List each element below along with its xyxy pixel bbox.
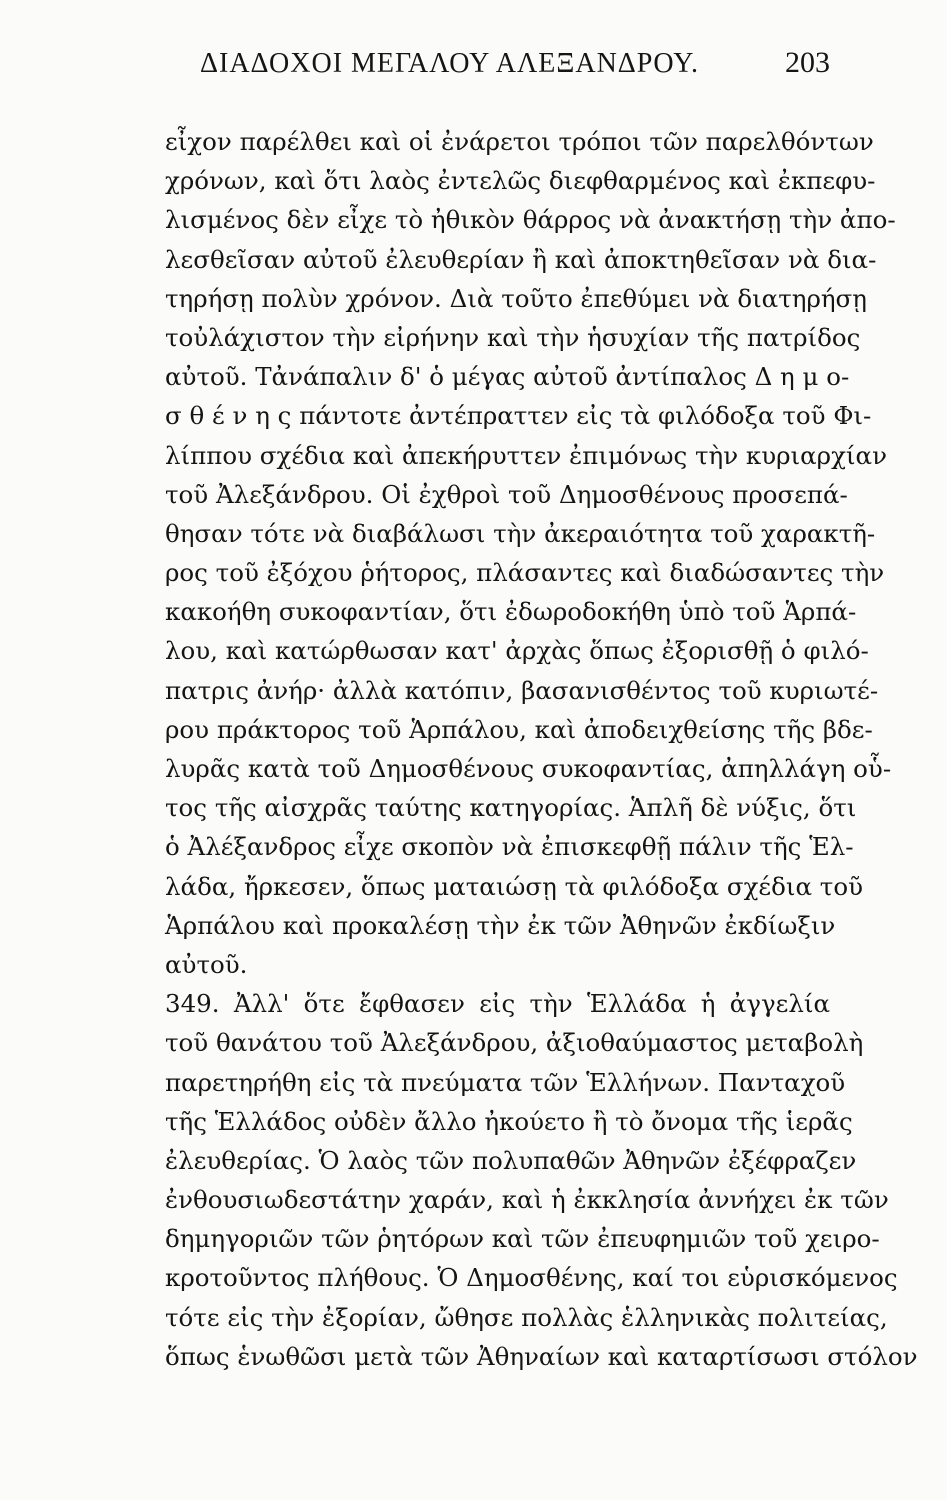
text-line: λάδα, ἤρκεσεν, ὅπως ματαιώσῃ τὰ φιλόδοξα σχέδια τοῦ	[165, 871, 863, 901]
text-line: τότε εἰς τὴν ἐξορίαν, ὤθησε πολλὰς ἑλληνικὰς πολιτείας,	[165, 1302, 888, 1332]
text-line: ὁ Ἀλέξανδρος εἶχε σκοπὸν νὰ ἐπισκεφθῇ πάλιν τῆς Ἑλ-	[165, 832, 854, 862]
text-line: πατρις ἀνήρ· ἀλλὰ κατόπιν, βασανισθέντος τοῦ κυριωτέ-	[165, 675, 879, 705]
text-line: σ θ έ ν η ς πάντοτε ἀντέπραττεν εἰς τὰ φιλόδοξα τοῦ Φι-	[165, 401, 872, 431]
text-line: λισμένος δὲν εἶχε τὸ ἠθικὸν θάρρος νὰ ἀνακτήσῃ τὴν ἀπο-	[165, 205, 896, 235]
running-header	[200, 42, 830, 92]
text-line: παρετηρήθη εἰς τὰ πνεύματα τῶν Ἑλλήνων. Πανταχοῦ	[165, 1067, 846, 1097]
body-text	[165, 122, 918, 1376]
text-line: αὐτοῦ. Τἀνάπαλιν δ' ὁ μέγας αὐτοῦ ἀντίπαλος Δ η μ ο-	[165, 362, 850, 392]
text-line: δημηγοριῶν τῶν ῥητόρων καὶ τῶν ἐπευφημιῶν τοῦ χειρο-	[165, 1224, 880, 1254]
text-line: εἶχον παρέλθει καὶ οἱ ἐνάρετοι τρόποι τῶν παρελθόντων	[165, 127, 874, 156]
page-number: 203	[785, 46, 830, 79]
text-line: ἐλευθερίας. Ὁ λαὸς τῶν πολυπαθῶν Ἀθηνῶν ἐξέφραζεν	[165, 1145, 857, 1175]
text-line: λίππου σχέδια καὶ ἀπεκήρυττεν ἐπιμόνως τὴν κυριαρχίαν	[165, 440, 887, 470]
section-349-first-line: 349. Ἀλλ' ὅτε ἔφθασεν εἰς τὴν Ἑλλάδα ἡ ἀγγελία	[165, 989, 830, 1019]
text-line: λου, καὶ κατώρθωσαν κατ' ἀρχὰς ὅπως ἐξορισθῇ ὁ φιλό-	[165, 636, 869, 666]
text-line: θησαν τότε νὰ διαβάλωσι τὴν ἀκεραιότητα τοῦ χαρακτῆ-	[165, 518, 876, 548]
text-line: τος τῆς αἰσχρᾶς ταύτης κατηγορίας. Ἁπλῆ δὲ νύξις, ὅτι	[165, 793, 857, 823]
text-line: τοῦ θανάτου τοῦ Ἀλεξάνδρου, ἀξιοθαύμαστος μεταβολὴ	[165, 1028, 864, 1058]
text-line: Ἁρπάλου καὶ προκαλέσῃ τὴν ἐκ τῶν Ἀθηνῶν ἐκδίωξιν	[165, 910, 836, 940]
text-line: ρου πράκτορος τοῦ Ἁρπάλου, καὶ ἀποδειχθείσης τῆς βδε-	[165, 714, 873, 744]
running-title: ΔΙΑΔΟΧΟΙ ΜΕΓΑΛΟΥ ΑΛΕΞΑΝΔΡΟΥ.	[200, 48, 699, 79]
text-line: λεσθεῖσαν αὐτοῦ ἐλευθερίαν ἢ καὶ ἀποκτηθεῖσαν νὰ δια-	[165, 244, 877, 274]
text-line: τηρήσῃ πολὺν χρόνον. Διὰ τοῦτο ἐπεθύμει νὰ διατηρήσῃ	[165, 283, 867, 313]
text-line: κροτοῦντος πλήθους. Ὁ Δημοσθένης, καί τοι εὑρισκόμενος	[165, 1263, 898, 1293]
text-line: ὅπως ἑνωθῶσι μετὰ τῶν Ἀθηναίων καὶ καταρτίσωσι στόλον	[165, 1341, 918, 1371]
text-line: τῆς Ἑλλάδος οὐδὲν ἄλλο ἠκούετο ἢ τὸ ὄνομα τῆς ἱερᾶς	[165, 1106, 853, 1136]
paragraph-end-line: αὐτοῦ.	[165, 949, 248, 979]
text-line: κακοήθη συκοφαντίαν, ὅτι ἐδωροδοκήθη ὑπὸ τοῦ Ἁρπά-	[165, 597, 857, 627]
text-line: τοῦ Ἀλεξάνδρου. Οἱ ἐχθροὶ τοῦ Δημοσθένους προσεπά-	[165, 479, 848, 509]
text-line: χρόνων, καὶ ὅτι λαὸς ἐντελῶς διεφθαρμένος καὶ ἐκπεφυ-	[165, 166, 876, 196]
text-line: λυρᾶς κατὰ τοῦ Δημοσθένους συκοφαντίας, ἀπηλλάγη οὗ-	[165, 754, 892, 783]
text-line: τοὐλάχιστον τὴν εἰρήνην καὶ τὴν ἡσυχίαν τῆς πατρίδος	[165, 322, 861, 352]
text-line: ρος τοῦ ἐξόχου ῥήτορος, πλάσαντες καὶ διαδώσαντες τὴν	[165, 558, 885, 588]
text-line: ἐνθουσιωδεστάτην χαράν, καὶ ἡ ἐκκλησία ἀννήχει ἐκ τῶν	[165, 1185, 889, 1215]
